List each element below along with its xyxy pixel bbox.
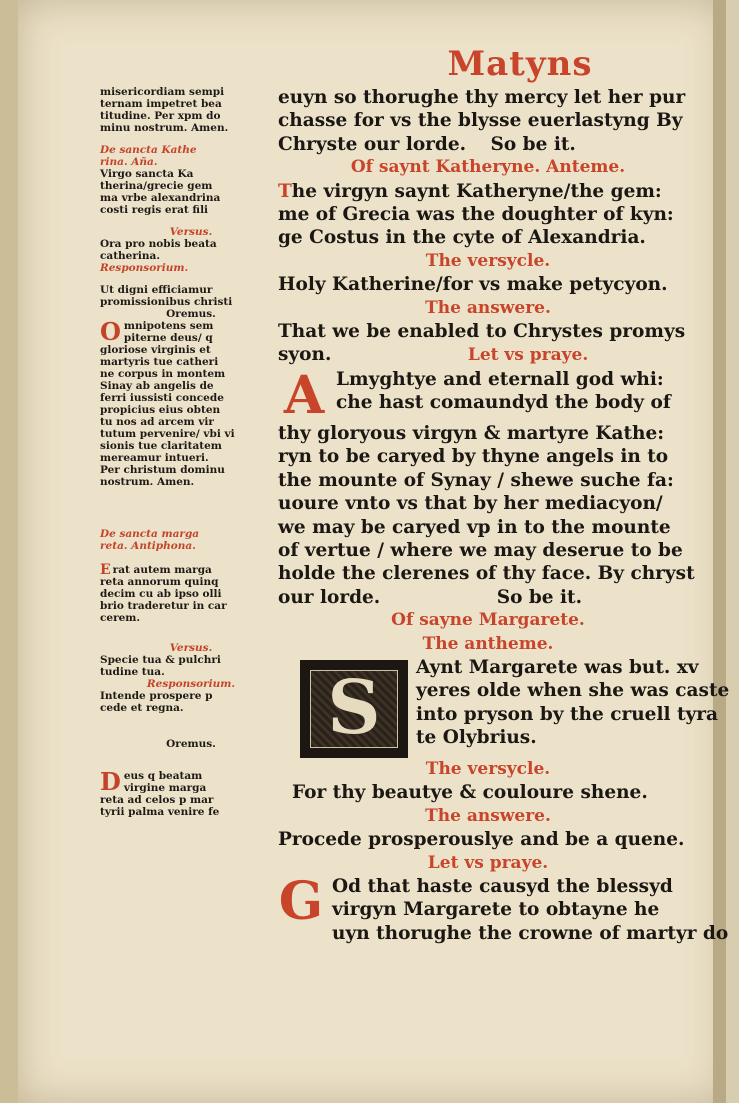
- latin-katherine-heading: De sancta Kathe rina. Aña.: [100, 144, 197, 168]
- page-gutter: [0, 0, 18, 1103]
- red-initial-t: T: [278, 180, 292, 202]
- latin-final-prayer: D eus q beatam virgine marga reta ad celos p mar tyrii palma venire fe: [100, 767, 220, 818]
- pray2-label: Let vs praye.: [427, 852, 549, 873]
- versicle2-text: For thy beautye & couloure shene.: [292, 782, 648, 804]
- latin-versus: Ora pro nobis beata catherina.: [100, 238, 217, 262]
- latin-responsorium: Ut digni efficiamur promissionibus christi: [100, 284, 233, 308]
- pray-label: Let vs praye.: [467, 345, 589, 366]
- margaret-prayer: G Od that haste causyd the blessyd virgyn Margarete to obtayne he uyn thorughe the crowne of martyr do: [278, 870, 729, 944]
- red-initial-e: E: [100, 562, 111, 578]
- versicle2-label: The versycle.: [425, 758, 551, 779]
- latin-responsorium2: Intende prospere p cede et regna.: [100, 690, 213, 714]
- latin-versus2-label: Versus.: [169, 642, 213, 654]
- latin-closing: misericordiam sempi ternam impetret bea titudine. Per xpm do minu nostrum. Amen.: [100, 86, 229, 134]
- red-initial-o: O: [100, 317, 121, 346]
- katherine-anthem: The virgyn saynt Katheryne/the gem: me of Grecia was the doughter of kyn: ge Costus in the cyte of Alexandria.: [278, 180, 674, 249]
- versicle-label: The versycle.: [425, 250, 551, 271]
- versicle-text: Holy Katherine/for vs make petycyon.: [278, 274, 668, 296]
- latin-responsorium-label: Responsorium.: [100, 262, 189, 274]
- latin-versus2: Specie tua & pulchri tudine tua.: [100, 654, 221, 678]
- latin-column: [100, 86, 282, 818]
- latin-oremus-2: Oremus.: [166, 738, 216, 750]
- latin-responsorium2-label: Responsorium.: [146, 678, 236, 690]
- english-column: euyn so thorughe thy mercy let her pur chasse for vs the blysse euerlastyng By Chryste our lorde. So be it. Of saynt Katheryne. Anteme. The virgyn saynt Katheryne/the gem: me of Grecia was the doughter of kyn: ge Costus in the cyte of Alexandria. The versycle. Holy Katherine/for vs make petycyon. The answere. That we be enabled to Chrystes promys syon. Let vs praye. A Lmyghtye and eternall god whi: che hast comaundyd the body of thy gloryous virgyn & martyre Kathe: ryn to be caryed by thyne angels in to the mounte of Synay / shewe suche fa: uoure vnto vs that by her mediacyon/ we may be caryed vp in to the mounte of vertue / where we may deserue to be holde the clerenes of thy face. By chryst our lorde. So be it. Of sayne Margarete. The antheme. S Aynt Margarete was but. xv yeres olde when she was caste into pryson by the cruell tyra te Olybrius. The versycle. For thy beautye & couloure shene. The answere. Procede prosperouslye and be a quene. Let vs praye. G Od that haste causyd the blessyd virgyn Margarete to obtayne he uyn thorughe the crowne of martyr do: [278, 87, 730, 944]
- katherine-prayer: A Lmyghtye and eternall god whi: che hast comaundyd the body of thy gloryous virgyn & martyre Kathe: ryn to be caryed by thyne angels in to the mounte of Synay / shewe suche fa: uoure vnto vs that by her mediacyon/ we may be caryed vp in to the mounte of vertue / where we may deserue to be holde the clerenes of thy face. By chryst our lorde. So be it.: [278, 364, 695, 608]
- latin-oremus: Oremus.: [166, 308, 216, 320]
- red-initial-g: G: [278, 870, 324, 932]
- answer-label: The answere.: [425, 297, 551, 318]
- latin-margaret-antiphon: E rat autem marga reta annorum quinq decim cu ab ipso olli brio traderetur in car cerem.: [100, 562, 227, 624]
- margaret-heading: Of sayne Margarete.: [391, 610, 585, 631]
- margaret-anthem: S Aynt Margarete was but. xv yeres olde when she was caste into pryson by the cruell tyra te Olybrius.: [278, 656, 698, 750]
- anthem-label: The antheme.: [422, 633, 554, 654]
- woodcut-initial-s: S: [300, 660, 408, 758]
- red-initial-d: D: [100, 767, 121, 796]
- katherine-heading: Of saynt Katheryne. Anteme.: [350, 157, 626, 178]
- answer2-label: The answere.: [425, 805, 551, 826]
- running-header: Matyns: [447, 44, 593, 84]
- latin-versus-label: Versus.: [169, 226, 213, 238]
- latin-prayer: O mnipotens sem piterne deus/ q gloriose virginis et martyris tue catheri ne corpus in montem Sinay ab angelis de ferri iussisti concede propicius eius obten tu nos ad arcem vir tutum pervenire/ vbi vi sionis tue claritatem mereamur intueri. Per christum dominu nostrum. Amen.: [100, 317, 235, 488]
- red-initial-a: A: [283, 364, 325, 426]
- latin-katherine-antiphon: Virgo sancta Ka therina/grecie gem ma vrbe alexandrina costi regis erat fili: [100, 168, 221, 216]
- answer2-text: Procede prosperouslye and be a quene.: [278, 829, 685, 851]
- latin-margaret-heading: De sancta marga reta. Antiphona.: [100, 528, 200, 552]
